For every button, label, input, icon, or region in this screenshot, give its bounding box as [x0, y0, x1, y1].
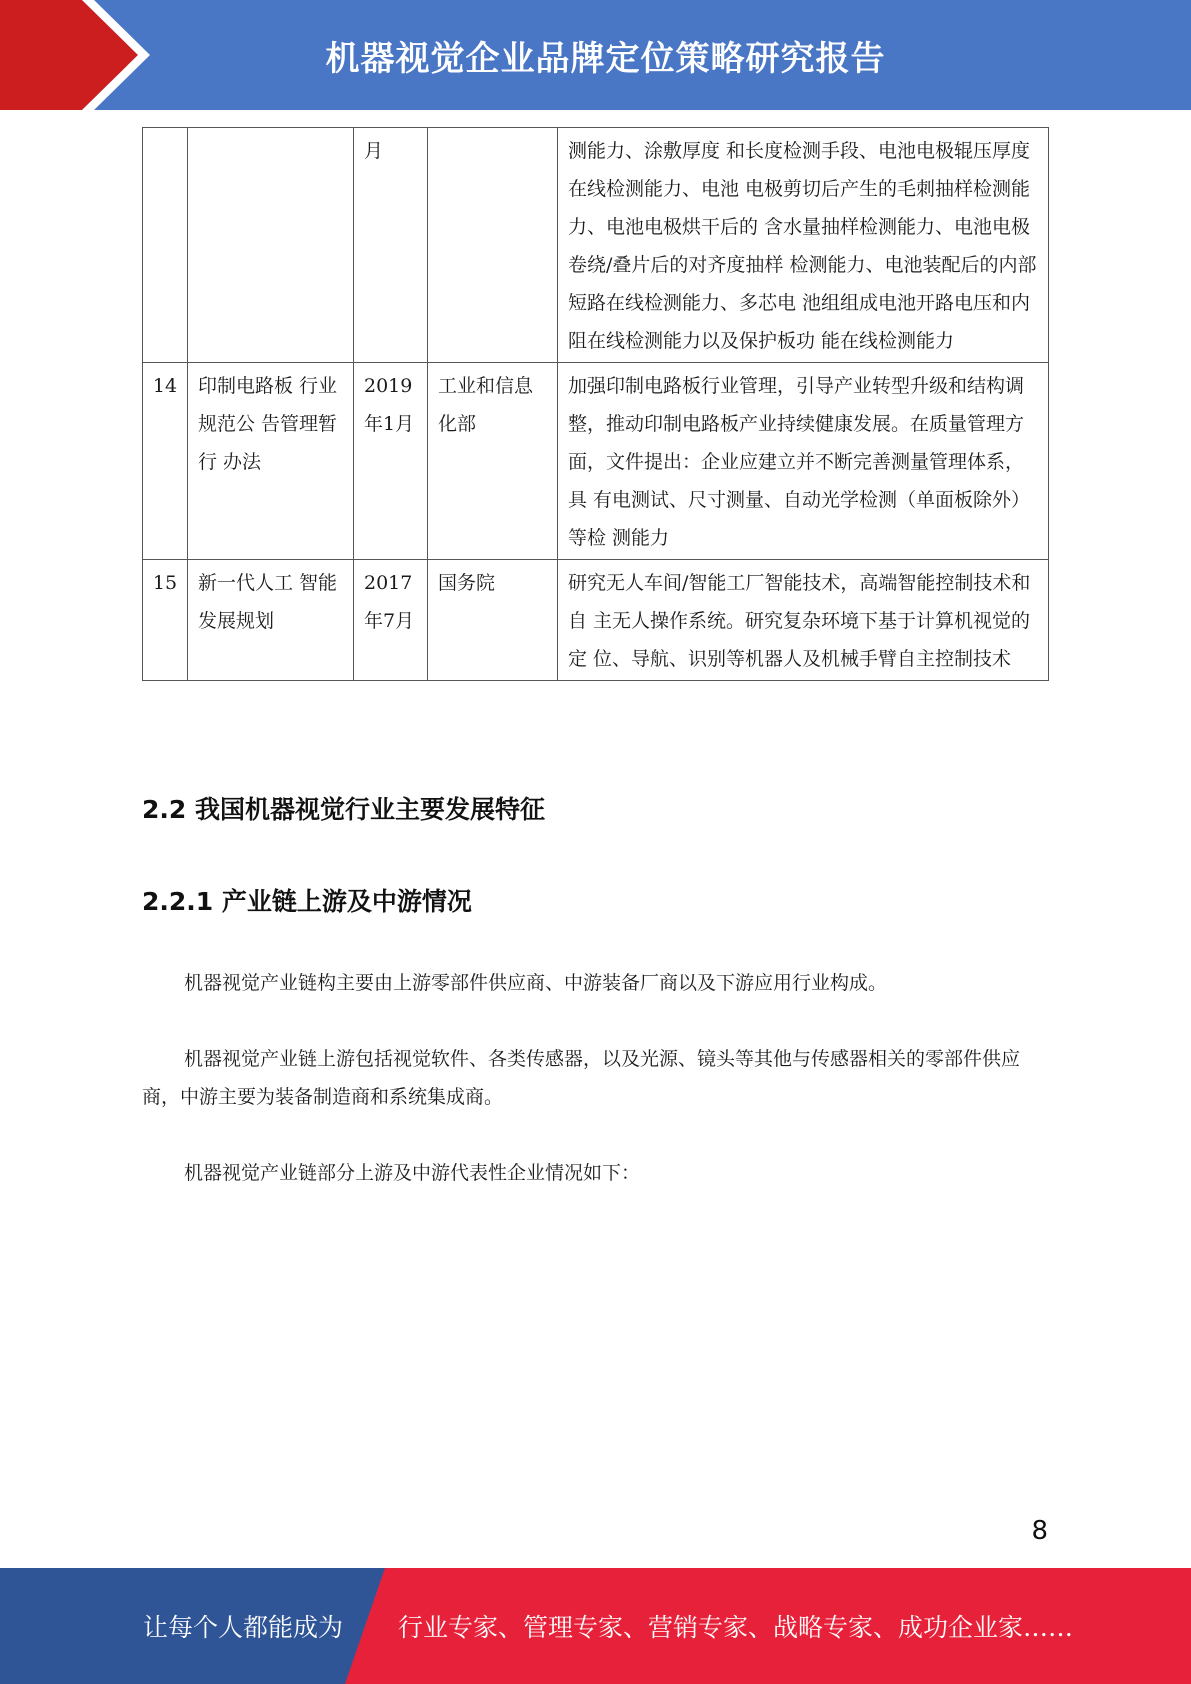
page-header — [0, 0, 1191, 110]
policy-content: 加强印制电路板行业管理，引导产业转型升级和结构调 整，推动印制电路板产业持续健康发展。在质量管理方 面，文件提出：企业应建立并不断完善测量管理体系，具 有电测试、尺寸测量、自动光学检测（单面板除外）等检 测能力 — [558, 363, 1049, 560]
page-footer — [0, 1568, 1191, 1684]
policy-content: 测能力、涂敷厚度 和长度检测手段、电池电极辊压厚度在线检测能力、电池 电极剪切后产生的毛刺抽样检测能力、电池电极烘干后的 含水量抽样检测能力、电池电极卷绕/叠片后的对齐度抽样 检测能力、电池装配后的内部短路在线检测能力、多芯电 池组组成电池开路电压和内阻在线检测能力以及保护板功 能在线检测能力 — [558, 128, 1049, 363]
row-number: 15 — [143, 560, 188, 681]
section-heading-2-2-1: 2.2.1 产业链上游及中游情况 — [142, 887, 472, 916]
footer-slogan-right: 行业专家、管理专家、营销专家、战略专家、成功企业家…… — [398, 1613, 1074, 1642]
policy-name: 印制电路板 行业规范公 告管理暂行 办法 — [188, 363, 354, 560]
row-number — [143, 128, 188, 363]
body-paragraph: 机器视觉产业链构主要由上游零部件供应商、中游装备厂商以及下游应用行业构成。 — [184, 972, 888, 994]
issuing-department: 工业和信息化部 — [428, 363, 558, 560]
table-row — [143, 560, 1049, 681]
issue-date: 月 — [354, 128, 428, 363]
issuing-department — [428, 128, 558, 363]
policy-name — [188, 128, 354, 363]
page-number: 8 — [1031, 1516, 1048, 1546]
body-paragraph: 机器视觉产业链上游包括视觉软件、各类传感器，以及光源、镜头等其他与传感器相关的零部件供应商，中游主要为装备制造商和系统集成商。 — [142, 1048, 1021, 1108]
issue-date: 2017年7月 — [354, 560, 428, 681]
footer-slogan-left: 让每个人都能成为 — [143, 1613, 344, 1642]
issuing-department: 国务院 — [428, 560, 558, 681]
issue-date: 2019年1月 — [354, 363, 428, 560]
row-number: 14 — [143, 363, 188, 560]
policy-name: 新一代人工 智能发展规划 — [188, 560, 354, 681]
table-row — [143, 128, 1049, 363]
policy-content: 研究无人车间/智能工厂智能技术，高端智能控制技术和自 主无人操作系统。研究复杂环境下基于计算机视觉的定 位、导航、识别等机器人及机械手臂自主控制技术 — [558, 560, 1049, 681]
policy-table — [142, 127, 1049, 681]
table-row — [143, 363, 1049, 560]
header-title: 机器视觉企业品牌定位策略研究报告 — [325, 38, 886, 79]
body-paragraph: 机器视觉产业链部分上游及中游代表性企业情况如下： — [184, 1162, 641, 1184]
section-heading-2-2: 2.2 我国机器视觉行业主要发展特征 — [142, 795, 545, 824]
